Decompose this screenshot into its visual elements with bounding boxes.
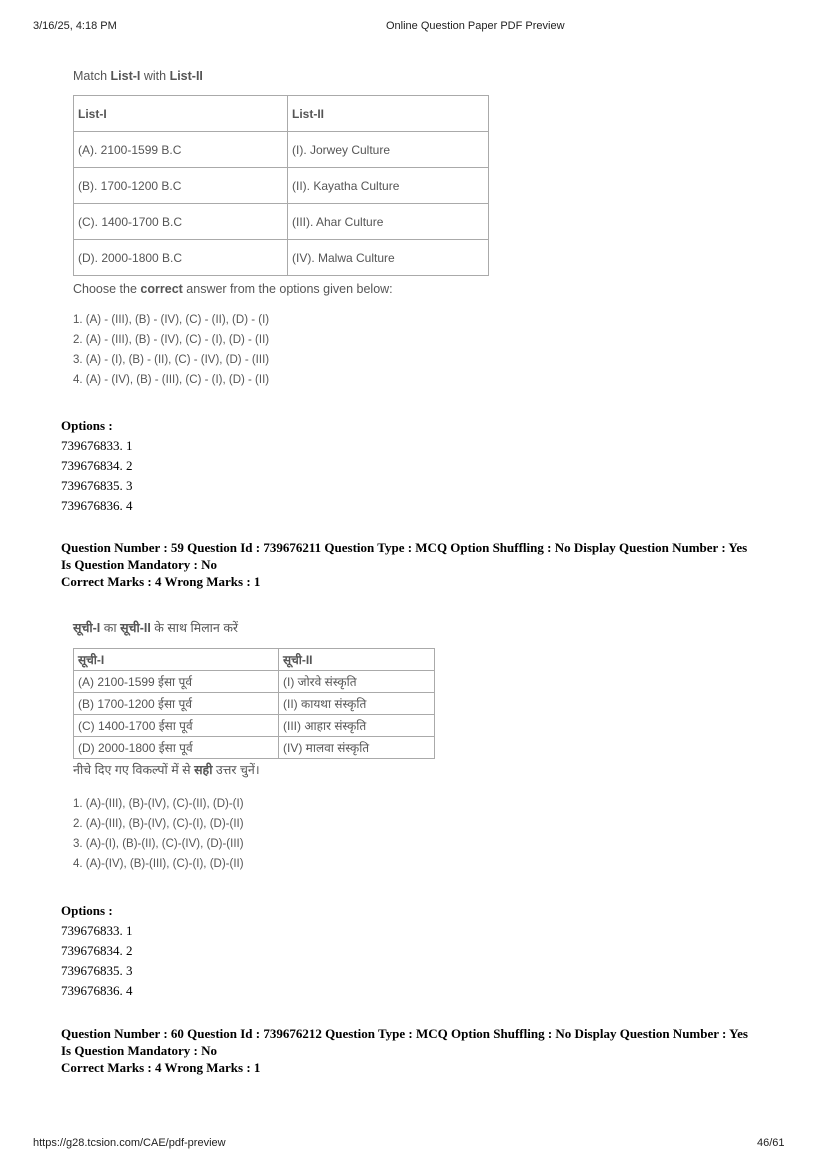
page-url: https://g28.tcsion.com/CAE/pdf-preview [33, 1137, 226, 1149]
table-header-row [74, 649, 435, 671]
question-59-meta [61, 539, 747, 590]
table-cell: (A) 2100-1599 ईसा पूर्व [74, 671, 279, 693]
table-row [74, 204, 489, 240]
list-item: 2. (A) - (III), (B) - (IV), (C) - (I), (D) - (II) [73, 334, 270, 346]
question-59-image [73, 619, 435, 874]
question-58-image [73, 69, 489, 390]
page-number: 46/61 [757, 1137, 785, 1149]
choose-instruction: Choose the correct answer from the options given below: [73, 282, 393, 296]
print-datetime: 3/16/25, 4:18 PM [33, 20, 117, 32]
table-row [74, 671, 435, 693]
table-row [74, 737, 435, 759]
list-item: 739676836. 4 [61, 983, 133, 998]
list-item: 4. (A)-(IV), (B)-(III), (C)-(I), (D)-(II) [73, 858, 244, 870]
marks-info: Correct Marks : 4 Wrong Marks : 1 [61, 1060, 261, 1075]
list-item: 3. (A)-(I), (B)-(II), (C)-(IV), (D)-(III) [73, 838, 244, 850]
table-cell: (D) 2000-1800 ईसा पूर्व [74, 737, 279, 759]
table-row [74, 132, 489, 168]
table-cell: (IV) मालवा संस्कृति [279, 737, 435, 759]
table-cell: (II) कायथा संस्कृति [279, 693, 435, 715]
table-cell: (IV). Malwa Culture [288, 240, 489, 276]
table-cell: (I). Jorwey Culture [288, 132, 489, 168]
table-header-row [74, 96, 489, 132]
match-table [73, 95, 489, 276]
list-item: 739676836. 4 [61, 498, 133, 513]
table-cell: (I) जोरवे संस्कृति [279, 671, 435, 693]
table-cell: (III) आहार संस्कृति [279, 715, 435, 737]
list-item: 4. (A) - (IV), (B) - (III), (C) - (I), (D) - (II) [73, 374, 270, 386]
marks-info: Correct Marks : 4 Wrong Marks : 1 [61, 574, 261, 589]
mandatory-info: Is Question Mandatory : No [61, 1043, 218, 1058]
option-id-list [61, 436, 133, 516]
options-label: Options : [61, 418, 113, 433]
table-row [74, 168, 489, 204]
list-item: 739676833. 1 [61, 438, 133, 453]
table-cell: (C). 1400-1700 B.C [74, 204, 288, 240]
choose-instruction: नीचे दिए गए विकल्पों में से सही उत्तर चुनें। [73, 763, 260, 777]
answer-choices [73, 310, 489, 390]
table-cell: (III). Ahar Culture [288, 204, 489, 240]
list-item: 3. (A) - (I), (B) - (II), (C) - (IV), (D) - (III) [73, 354, 270, 366]
table-header-list-2: सूची-II [279, 649, 435, 671]
list-item: 739676833. 1 [61, 923, 133, 938]
table-header-list-1: सूची-I [74, 649, 279, 671]
table-row [74, 715, 435, 737]
list-item: 1. (A) - (III), (B) - (IV), (C) - (II), (D) - (I) [73, 314, 270, 326]
list-item: 739676834. 2 [61, 943, 133, 958]
match-instruction: सूची-I का सूची-II के साथ मिलान करें [73, 621, 239, 635]
page-title: Online Question Paper PDF Preview [386, 20, 565, 32]
list-item: 739676835. 3 [61, 963, 133, 978]
question-info: Question Number : 60 Question Id : 739676212 Question Type : MCQ Option Shuffling : No Display Question Number : Yes [61, 1026, 748, 1041]
match-instruction: Match List-I with List-II [73, 69, 203, 83]
table-cell: (B) 1700-1200 ईसा पूर्व [74, 693, 279, 715]
table-row [74, 240, 489, 276]
answer-choices [73, 794, 435, 874]
table-cell: (D). 2000-1800 B.C [74, 240, 288, 276]
table-cell: (A). 2100-1599 B.C [74, 132, 288, 168]
list-item: 739676835. 3 [61, 478, 133, 493]
list-item: 1. (A)-(III), (B)-(IV), (C)-(II), (D)-(I) [73, 798, 244, 810]
table-header-list-1: List-I [74, 96, 288, 132]
table-cell: (II). Kayatha Culture [288, 168, 489, 204]
table-cell: (B). 1700-1200 B.C [74, 168, 288, 204]
table-cell: (C) 1400-1700 ईसा पूर्व [74, 715, 279, 737]
question-60-meta [61, 1025, 748, 1076]
list-item: 739676834. 2 [61, 458, 133, 473]
match-table [73, 648, 435, 759]
list-item: 2. (A)-(III), (B)-(IV), (C)-(I), (D)-(II) [73, 818, 244, 830]
question-info: Question Number : 59 Question Id : 739676211 Question Type : MCQ Option Shuffling : No Display Question Number : Yes [61, 540, 748, 555]
option-id-list [61, 921, 133, 1001]
mandatory-info: Is Question Mandatory : No [61, 557, 218, 572]
options-label: Options : [61, 903, 113, 918]
table-row [74, 693, 435, 715]
table-header-list-2: List-II [288, 96, 489, 132]
